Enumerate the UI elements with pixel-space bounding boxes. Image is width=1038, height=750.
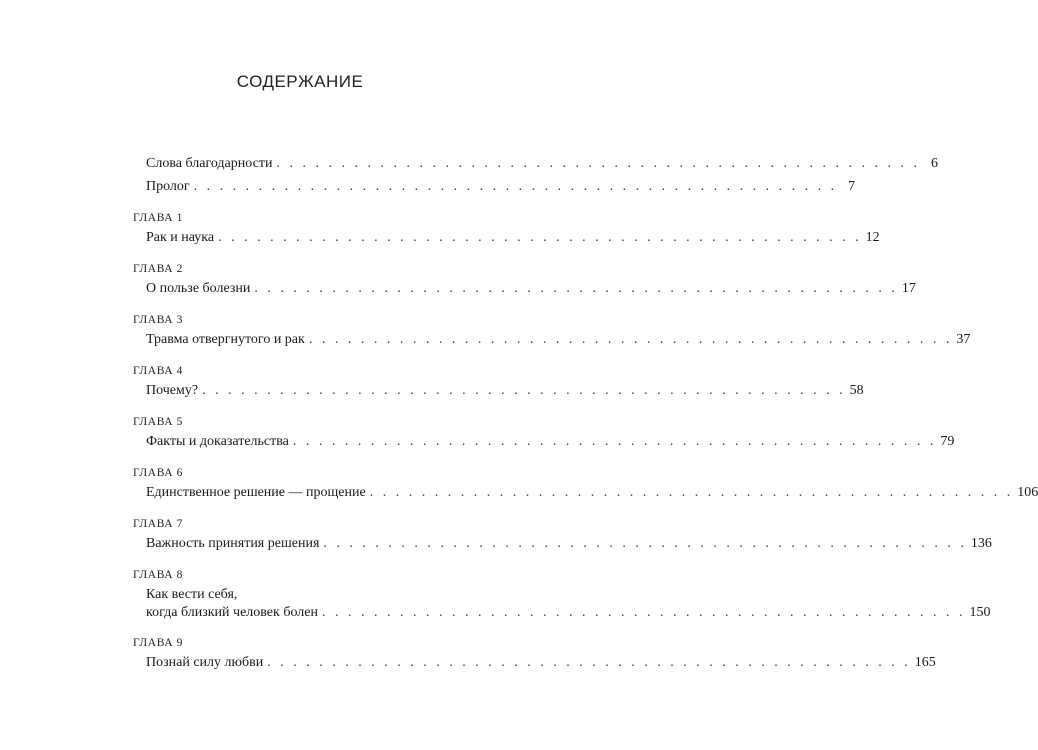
entry-title: О пользе болезни xyxy=(146,281,251,296)
dot-leader: . . . . . . . . . . . . . . . . . . . . . . . . . . . . . . . . . . . . . . . . . . . . . . . . . . xyxy=(267,655,911,670)
toc-entry-chapter-1[interactable] xyxy=(146,229,880,247)
entry-page: 150 xyxy=(969,605,991,620)
entry-title: Важность принятия решения xyxy=(146,536,320,551)
toc-entry-chapter-4[interactable] xyxy=(146,382,864,400)
chapter-label-8: ГЛАВА 8 xyxy=(133,569,183,581)
chapter-label-5: ГЛАВА 5 xyxy=(133,416,183,428)
chapter-label-2: ГЛАВА 2 xyxy=(133,263,183,275)
chapter-label-9: ГЛАВА 9 xyxy=(133,637,183,649)
dot-leader: . . . . . . . . . . . . . . . . . . . . . . . . . . . . . . . . . . . . . . . . . . . . . . . . . . xyxy=(369,485,1014,500)
entry-title: Пролог xyxy=(146,179,190,194)
dot-leader: . . . . . . . . . . . . . . . . . . . . . . . . . . . . . . . . . . . . . . . . . . . . . . . . . . xyxy=(308,332,953,347)
entry-page: 58 xyxy=(849,383,864,398)
dot-leader: . . . . . . . . . . . . . . . . . . . . . . . . . . . . . . . . . . . . . . . . . . . . . . . . . . xyxy=(254,281,898,296)
entry-page: 6 xyxy=(930,156,938,171)
dot-leader: . . . . . . . . . . . . . . . . . . . . . . . . . . . . . . . . . . . . . . . . . . . . . . . . . . xyxy=(276,156,920,171)
chapter-label-7: ГЛАВА 7 xyxy=(133,518,183,530)
entry-page: 165 xyxy=(914,655,936,670)
entry-page: 12 xyxy=(865,230,880,245)
chapter-label-3: ГЛАВА 3 xyxy=(133,314,183,326)
entry-title-line-2: когда близкий человек болен xyxy=(146,605,318,620)
entry-title: Рак и наука xyxy=(146,230,215,245)
entry-title: Единственное решение — прощение xyxy=(146,485,366,500)
entry-title: Слова благодарности xyxy=(146,156,273,171)
toc-entry-chapter-9[interactable] xyxy=(146,654,936,672)
toc-entry-prologue[interactable] xyxy=(146,178,856,196)
toc-entry-chapter-2[interactable] xyxy=(146,280,916,298)
entry-page: 17 xyxy=(901,281,916,296)
dot-leader: . . . . . . . . . . . . . . . . . . . . . . . . . . . . . . . . . . . . . . . . . . . . . . . . . . xyxy=(292,434,937,449)
dot-leader: . . . . . . . . . . . . . . . . . . . . . . . . . . . . . . . . . . . . . . . . . . . . . . . . . . xyxy=(323,536,967,551)
entry-title: Познай силу любви xyxy=(146,655,264,670)
dot-leader: . . . . . . . . . . . . . . . . . . . . . . . . . . . . . . . . . . . . . . . . . . . . . . . . . . xyxy=(193,179,838,194)
entry-page: 7 xyxy=(848,179,856,194)
dot-leader: . . . . . . . . . . . . . . . . . . . . . . . . . . . . . . . . . . . . . . . . . . . . . . . . . . xyxy=(218,230,862,245)
entry-title xyxy=(146,586,318,622)
entry-page: 106 xyxy=(1017,485,1038,500)
chapter-label-4: ГЛАВА 4 xyxy=(133,365,183,377)
toc-entry-chapter-8[interactable] xyxy=(146,586,991,622)
entry-page: 136 xyxy=(970,536,992,551)
entry-page: 79 xyxy=(940,434,955,449)
chapter-label-6: ГЛАВА 6 xyxy=(133,467,183,479)
dot-leader: . . . . . . . . . . . . . . . . . . . . . . . . . . . . . . . . . . . . . . . . . . . . . . . . . . xyxy=(321,605,966,620)
entry-title: Травма отвергнутого и рак xyxy=(146,332,305,347)
toc-entry-chapter-7[interactable] xyxy=(146,535,992,553)
dot-leader: . . . . . . . . . . . . . . . . . . . . . . . . . . . . . . . . . . . . . . . . . . . . . . . . . . xyxy=(202,383,846,398)
entry-page: 37 xyxy=(956,332,971,347)
entry-title: Почему? xyxy=(146,383,199,398)
toc-entry-chapter-6[interactable] xyxy=(146,484,1038,502)
toc-entry-acknowledgements[interactable] xyxy=(146,155,938,173)
entry-title-line-1: Как вести себя, xyxy=(146,587,238,602)
chapter-label-1: ГЛАВА 1 xyxy=(133,212,183,224)
page-title: СОДЕРЖАНИЕ xyxy=(236,72,364,91)
toc-entry-chapter-3[interactable] xyxy=(146,331,971,349)
toc-entry-chapter-5[interactable] xyxy=(146,433,955,451)
entry-title: Факты и доказательства xyxy=(146,434,289,449)
